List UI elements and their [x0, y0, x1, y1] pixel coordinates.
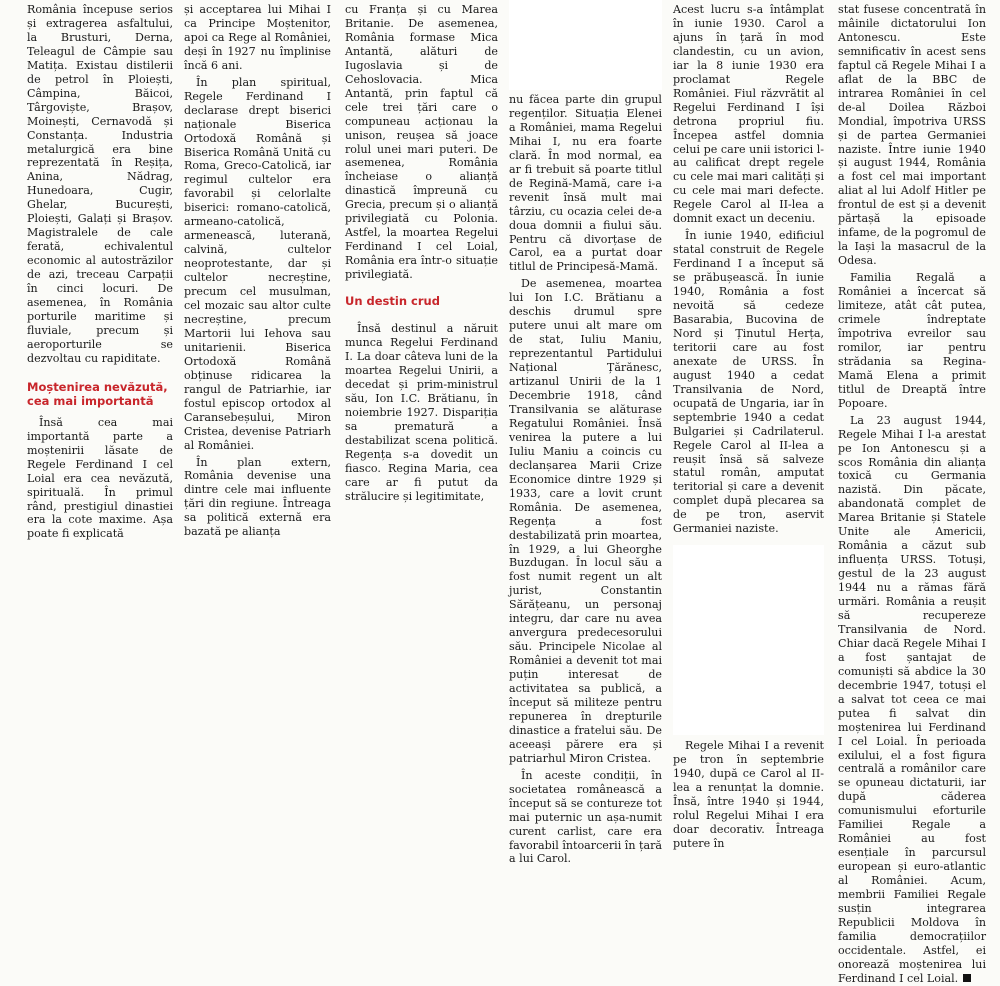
paragraph-final [838, 414, 986, 986]
paragraph: În iunie 1940, edificiul statal construit de Regele Ferdinand I a început să se prăbușească. În iunie 1940, România a fost nevoită să cedeze Basarabia, Bucovina de Nord și Ținutul Herța, teritorii care au fost anexate de URSS. În august 1940 a cedat Transilvania de Nord, ocupată de Ungaria, iar în septembrie 1940 a cedat Bulgariei și Cadrilaterul. Regele Carol al II-lea a reușit însă să salveze statul român, amputat teritorial și care a devenit complet după plecarea sa de pe tron, aservit Germaniei naziste. [673, 229, 824, 536]
article-column-6 [838, 3, 986, 986]
photo-placeholder [673, 545, 824, 735]
paragraph: cu Franța și cu Marea Britanie. De asemenea, România formase Mica Antantă, alături de Iugoslavia și de Cehoslovacia. Mica Antantă, prin faptul că cele trei țări care o compuneau acționau la unison, reușea să joace rolul unei mari puteri. De asemenea, România încheiase o alianță dinastică împreună cu Grecia, precum și o alianță privilegiată cu Polonia. Astfel, la moartea Regelui Ferdinand I cel Loial, România era într-o situație privilegiată. [345, 3, 498, 282]
article-column-5 [673, 3, 824, 600]
paragraph: De asemenea, moartea lui Ion I.C. Brătianu a deschis drumul spre putere unui alt mare om de stat, Iuliu Maniu, reprezentantul Partidului Național Țărănesc, artizanul Unirii de la 1 Decembrie 1918, când Transilvania se alăturase Regatului României. Însă venirea la putere a lui Iuliu Maniu a coincis cu declanșarea Marii Crize Economice dintre 1929 și 1933, care a lovit crunt România. De asemenea, Regența a fost destabilizată prin moartea, în 1929, a lui Gheorghe Buzdugan. În locul său a fost numit regent un alt jurist, Constantin Sărățeanu, un personaj integru, dar care nu avea anvergura predecesorului său. Principele Nicolae al României a devenit tot mai puțin interesat de activitatea sa publică, a început să militeze pentru repunerea în drepturile dinastice a fratelui său. De aceeași părere era și patriarhul Miron Cristea. [509, 277, 662, 765]
article-column-2 [184, 3, 331, 539]
paragraph-final-text: La 23 august 1944, Regele Mihai I l-a arestat pe Ion Antonescu și a scos România din alianța toxică cu Germania nazistă. Din păcate, abandonată complet de Marea Britanie și Statele Unite ale Americii, România a căzut sub influența URSS. Totuși, gestul de la 23 august 1944 nu a rămas fără urmări. România a reușit să recupereze Transilvania de Nord. Chiar dacă Regele Mihai I a fost șantajat de comuniști să abdice la 30 decembrie 1947, totuși el a salvat tot ceea ce mai putea fi salvat din moștenirea lui Ferdinand I cel Loial. În perioada exilului, el a fost figura centrală a românilor care se opuneau dictaturii, iar după căderea comunismului eforturile Familiei Regale a României au fost esențiale în parcursul european și euro-atlantic al României. Acum, membrii Familiei Regale susțin integrarea Republicii Moldova în familia democrațiilor occidentale. Astfel, ei onorează moștenirea lui Ferdinand I cel Loial. [838, 413, 986, 985]
paragraph: stat fusese concentrată în mâinile dictatorului Ion Antonescu. Este semnificativ în acest sens faptul că Regele Mihai I a aflat de la BBC de intrarea României în cel de-al Doilea Război Mondial, împotriva URSS și de partea Germaniei naziste. Între iunie 1940 și august 1944, România a fost cel mai important aliat al lui Adolf Hitler pe frontul de est și a devenit părtașă la episoade infame, de la pogromul de la Iași la masacrul de la Odesa. [838, 3, 986, 268]
paragraph: Însă cea mai importantă parte a moștenirii lăsate de Regele Ferdinand I cel Loial era cea nevăzută, spirituală. În primul rând, prestigiul dinastiei era la cote maxime. Așa poate fi explicată [27, 415, 173, 541]
paragraph: Însă destinul a năruit munca Regelui Ferdinand I. La doar câteva luni de la moartea Regelui Unirii, a decedat și prim-ministrul său, Ion I.C. Brătianu, în noiembrie 1927. Dispariția sa prematură a destabilizat scena politică. Regența s-a dovedit un fiasco. Regina Maria, cea care ar fi putut da strălucire și legitimitate, [345, 322, 498, 503]
paragraph: și acceptarea lui Mihai I ca Principe Moștenitor, apoi ca Rege al României, deși în 1927 nu împlinise încă 6 ani. [184, 3, 331, 72]
photo-placeholder [509, 0, 662, 90]
paragraph: În plan spiritual, Regele Ferdinand I declarase drept biserici naționale Biserica Ortodoxă Română și Biserica Română Unită cu Roma, Greco-Catolică, iar regimul cultelor era favorabil și celorlalte biserici: romano-catolică, armeano-catolică, armenească, luterană, calvină, cultelor neoprotestante, dar și cultelor necreștine, precum cel musulman, cel mozaic sau altor culte necreștine, precum Martorii lui Iehova sau unitarienii. Biserica Ortodoxă Română obținuse ridicarea la rangul de Patriarhie, iar fostul episcop ortodox al Caransebeșului, Miron Cristea, devenise Patriarh al României. [184, 75, 331, 452]
article-column-3 [345, 3, 498, 503]
paragraph: Familia Regală a României a încercat să limiteze, atât cât putea, crimele îndreptate împotriva evreilor sau romilor, iar pentru strădania sa Regina-Mamă Elena a primit titlul de Dreaptă între Popoare. [838, 271, 986, 410]
article-column-4 [509, 93, 662, 866]
paragraph: România începuse serios și extragerea asfaltului, la Brusturi, Derna, Teleagul de Câmpie sau Matița. Existau distilerii de petrol în Ploiești, Câmpina, Băicoi, Târgoviște, Brașov, Moinești, Cernavodă și Constanța. Industria metalurgică era bine reprezentată în Reșița, Anina, Nădrag, Hunedoara, Cugir, Ghelar, București, Ploiești, Galați și Brașov. Magistralele de cale ferată, echivalentul economic al autostrăzilor de azi, treceau Carpații în cinci locuri. De asemenea, în România porturile maritime și fluviale, precum și aeroporturile se dezvoltau cu rapiditate. [27, 3, 173, 365]
section-heading-mostenirea-nevazuta: Moștenirea nevăzută, cea mai importantă [27, 379, 168, 408]
paragraph: În plan extern, România devenise una dintre cele mai influente țări din regiune. Întreaga sa politică externă era bazată pe alianța [184, 455, 331, 539]
paragraph: Regele Mihai I a revenit pe tron în septembrie 1940, după ce Carol al II-lea a renunțat la domnie. Însă, între 1940 și 1944, rolul Regelui Mihai I era doar decorativ. Întreaga putere în [673, 739, 824, 850]
article-column-5-end [673, 739, 824, 851]
paragraph: nu făcea parte din grupul regenților. Situația Elenei a României, mama Regelui Mihai I, nu era foarte clară. În mod normal, ea ar fi trebuit să poarte titlul de Regină-Mamă, care i-a revenit însă mult mai târziu, cu ocazia celei de-a doua domnii a fiului său. Pentru că divorțase de Carol, ea a purtat doar titlul de Principesă-Mamă. [509, 93, 662, 274]
end-of-article-mark [963, 974, 971, 982]
paragraph: Acest lucru s-a întâmplat în iunie 1930. Carol a ajuns în țară în mod clandestin, cu un avion, iar la 8 iunie 1930 era proclamat Regele României. Fiul răzvrătit al Regelui Ferdinand I își detrona propriul fiu. Începea astfel domnia celui pe care unii istorici l-au calificat drept regele cu cele mai mari calități și cu cele mai mari defecte. Regele Carol al II-lea a domnit exact un deceniu. [673, 3, 824, 226]
section-heading-un-destin-crud: Un destin crud [345, 294, 440, 309]
paragraph: În aceste condiții, în societatea românească a început să se contureze tot mai puternic un așa-numit curent carlist, care era favorabil întoarcerii în țară a lui Carol. [509, 768, 662, 866]
article-column-1 [27, 3, 173, 541]
